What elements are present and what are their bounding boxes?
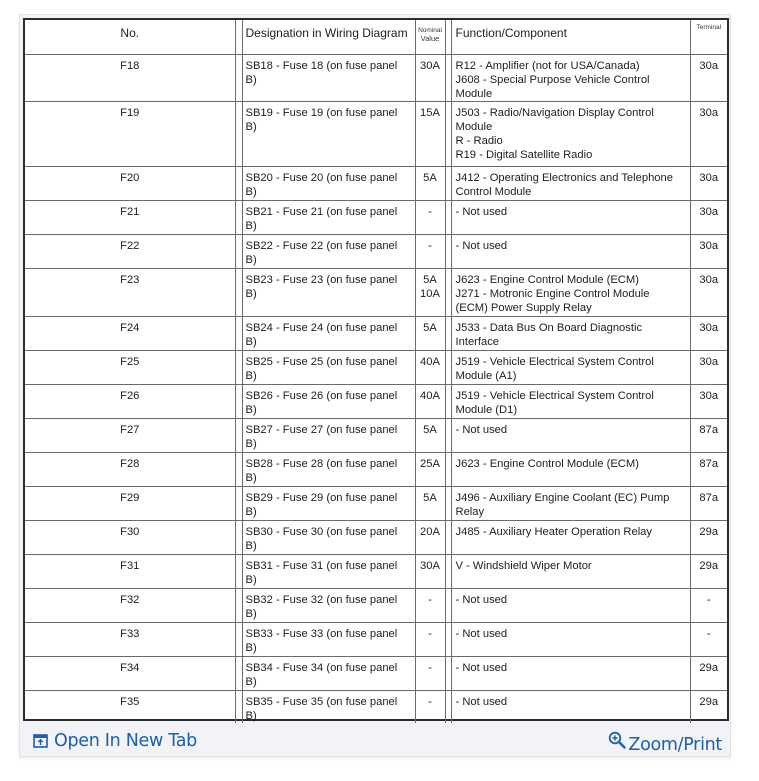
open-in-new-tab-link[interactable]: [33, 731, 197, 753]
table-row: [25, 268, 727, 316]
cell-nominal-value: [415, 588, 445, 622]
table-row: [25, 200, 727, 234]
function-line: J412 - Operating Electronics and Telephone: [455, 171, 673, 184]
table-row: [25, 690, 727, 723]
designation-line: SB32 - Fuse 32 (on fuse panel: [245, 593, 398, 606]
cell-terminal: 30a: [690, 384, 727, 418]
header-nominal-line2: Value: [420, 34, 440, 43]
cell-fuse-number: F34: [25, 656, 235, 690]
cell-function: [451, 54, 690, 101]
cell-designation: [242, 690, 415, 723]
function-line: R19 - Digital Satellite Radio: [455, 148, 593, 161]
cell-nominal-value: [415, 54, 445, 101]
cell-nominal-value: [415, 350, 445, 384]
cell-designation: [242, 316, 415, 350]
cell-fuse-number: F30: [25, 520, 235, 554]
cell-function: [451, 316, 690, 350]
column-separator: [235, 554, 242, 588]
function-line: J623 - Engine Control Module (ECM): [455, 273, 639, 286]
cell-fuse-number: F21: [25, 200, 235, 234]
nominal-value-line: 5A: [423, 423, 437, 436]
designation-line: SB34 - Fuse 34 (on fuse panel: [245, 661, 398, 674]
column-separator: [235, 418, 242, 452]
designation-line: SB18 - Fuse 18 (on fuse panel: [245, 59, 398, 72]
designation-line: B): [245, 573, 257, 586]
function-line: - Not used: [455, 423, 508, 436]
fuse-table-document: [23, 18, 729, 721]
cell-fuse-number: F32: [25, 588, 235, 622]
nominal-value-line: 15A: [420, 106, 440, 119]
cell-nominal-value: [415, 384, 445, 418]
cell-function: [451, 656, 690, 690]
column-separator: [235, 101, 242, 166]
nominal-value-line: 5A: [423, 273, 437, 286]
cell-terminal: 30a: [690, 268, 727, 316]
cell-nominal-value: [415, 268, 445, 316]
open-in-new-tab-icon: [33, 733, 48, 753]
designation-line: SB28 - Fuse 28 (on fuse panel: [245, 457, 398, 470]
cell-nominal-value: [415, 656, 445, 690]
header-nominal-value: [415, 20, 445, 54]
designation-line: SB30 - Fuse 30 (on fuse panel: [245, 525, 398, 538]
function-line: V - Windshield Wiper Motor: [455, 559, 592, 572]
nominal-value-line: -: [428, 661, 432, 674]
cell-fuse-number: F29: [25, 486, 235, 520]
designation-line: B): [245, 607, 257, 620]
column-separator: [235, 486, 242, 520]
cell-function: [451, 234, 690, 268]
designation-line: B): [245, 73, 257, 86]
nominal-value-line: 30A: [420, 59, 440, 72]
function-line: Module (A1): [455, 369, 517, 382]
function-line: Interface: [455, 335, 500, 348]
function-line: J623 - Engine Control Module (ECM): [455, 457, 639, 470]
function-line: J496 - Auxiliary Engine Coolant (EC) Pump: [455, 491, 670, 504]
cell-nominal-value: [415, 622, 445, 656]
cell-fuse-number: F23: [25, 268, 235, 316]
designation-line: B): [245, 471, 257, 484]
nominal-value-line: 40A: [420, 389, 440, 402]
designation-line: B): [245, 335, 257, 348]
cell-fuse-number: F19: [25, 101, 235, 166]
zoom-in-magnifier-icon: [608, 731, 626, 754]
function-line: J519 - Vehicle Electrical System Control: [455, 355, 654, 368]
header-terminal: Terminal: [690, 20, 727, 54]
designation-line: B): [245, 369, 257, 382]
designation-line: B): [245, 539, 257, 552]
cell-designation: [242, 268, 415, 316]
cell-nominal-value: [415, 690, 445, 723]
table-row: [25, 452, 727, 486]
designation-line: SB29 - Fuse 29 (on fuse panel: [245, 491, 398, 504]
designation-line: SB35 - Fuse 35 (on fuse panel: [245, 695, 398, 708]
column-separator: [235, 20, 242, 54]
cell-nominal-value: [415, 200, 445, 234]
nominal-value-line: -: [428, 695, 432, 708]
cell-designation: [242, 234, 415, 268]
header-nominal-line1: Nominal: [418, 27, 442, 34]
cell-function: [451, 690, 690, 723]
cell-terminal: -: [690, 622, 727, 656]
designation-line: SB31 - Fuse 31 (on fuse panel: [245, 559, 398, 572]
diagram-card: [19, 14, 731, 757]
cell-nominal-value: [415, 234, 445, 268]
nominal-value-line: 5A: [423, 321, 437, 334]
designation-line: B): [245, 120, 257, 133]
cell-designation: [242, 200, 415, 234]
cell-fuse-number: F28: [25, 452, 235, 486]
cell-designation: [242, 520, 415, 554]
designation-line: B): [245, 641, 257, 654]
cell-designation: [242, 452, 415, 486]
function-line: J271 - Motronic Engine Control Module: [455, 287, 650, 300]
cell-function: [451, 520, 690, 554]
table-row: [25, 234, 727, 268]
cell-function: [451, 384, 690, 418]
designation-line: B): [245, 185, 257, 198]
column-separator: [235, 350, 242, 384]
cell-terminal: 87a: [690, 486, 727, 520]
cell-function: [451, 452, 690, 486]
column-separator: [235, 200, 242, 234]
column-separator: [235, 520, 242, 554]
cell-function: [451, 200, 690, 234]
function-line: - Not used: [455, 205, 508, 218]
cell-terminal: 87a: [690, 418, 727, 452]
cell-terminal: 30a: [690, 200, 727, 234]
function-line: R12 - Amplifier (not for USA/Canada): [455, 59, 640, 72]
nominal-value-line: 30A: [420, 559, 440, 572]
cell-nominal-value: [415, 486, 445, 520]
designation-line: SB19 - Fuse 19 (on fuse panel: [245, 106, 398, 119]
table-row: [25, 622, 727, 656]
designation-line: SB25 - Fuse 25 (on fuse panel: [245, 355, 398, 368]
column-separator: [235, 384, 242, 418]
cell-fuse-number: F31: [25, 554, 235, 588]
column-separator: [235, 234, 242, 268]
function-line: (ECM) Power Supply Relay: [455, 301, 592, 314]
cell-function: [451, 588, 690, 622]
cell-fuse-number: F33: [25, 622, 235, 656]
nominal-value-line: 40A: [420, 355, 440, 368]
cell-designation: [242, 101, 415, 166]
table-row: [25, 520, 727, 554]
cell-function: [451, 350, 690, 384]
nominal-value-line: 25A: [420, 457, 440, 470]
cell-nominal-value: [415, 520, 445, 554]
designation-line: SB27 - Fuse 27 (on fuse panel: [245, 423, 398, 436]
cell-terminal: 87a: [690, 452, 727, 486]
nominal-value-line: 5A: [423, 171, 437, 184]
nominal-value-line: 20A: [420, 525, 440, 538]
column-separator: [235, 452, 242, 486]
function-line: R - Radio: [455, 134, 503, 147]
cell-nominal-value: [415, 316, 445, 350]
header-no: No.: [120, 26, 140, 40]
table-row: [25, 418, 727, 452]
cell-nominal-value: [415, 418, 445, 452]
table-row: [25, 316, 727, 350]
cell-function: [451, 101, 690, 166]
nominal-value-line: -: [428, 239, 432, 252]
cell-designation: [242, 418, 415, 452]
cell-terminal: 30a: [690, 166, 727, 200]
cell-terminal: 30a: [690, 101, 727, 166]
cell-designation: [242, 588, 415, 622]
designation-line: SB26 - Fuse 26 (on fuse panel: [245, 389, 398, 402]
cell-terminal: 30a: [690, 54, 727, 101]
function-line: Module: [455, 120, 493, 133]
header-designation: Designation in Wiring Diagram: [242, 20, 415, 54]
cell-terminal: 30a: [690, 350, 727, 384]
table-row: [25, 554, 727, 588]
cell-fuse-number: F18: [25, 54, 235, 101]
function-line: J519 - Vehicle Electrical System Control: [455, 389, 654, 402]
cell-fuse-number: F25: [25, 350, 235, 384]
zoom-print-label: Zoom/Print: [628, 735, 722, 755]
column-separator: [235, 268, 242, 316]
designation-line: B): [245, 287, 257, 300]
designation-line: SB22 - Fuse 22 (on fuse panel: [245, 239, 398, 252]
nominal-value-line: 5A: [423, 491, 437, 504]
cell-fuse-number: F22: [25, 234, 235, 268]
table-row: [25, 588, 727, 622]
function-line: - Not used: [455, 239, 508, 252]
designation-line: B): [245, 253, 257, 266]
cell-terminal: 30a: [690, 316, 727, 350]
designation-line: SB23 - Fuse 23 (on fuse panel: [245, 273, 398, 286]
function-line: - Not used: [455, 661, 508, 674]
cell-function: [451, 622, 690, 656]
cell-nominal-value: [415, 554, 445, 588]
column-separator: [235, 54, 242, 101]
function-line: J485 - Auxiliary Heater Operation Relay: [455, 525, 652, 538]
nominal-value-line: 10A: [420, 287, 440, 300]
designation-line: SB20 - Fuse 20 (on fuse panel: [245, 171, 398, 184]
column-separator: [235, 316, 242, 350]
table-row: [25, 656, 727, 690]
cell-designation: [242, 554, 415, 588]
cell-nominal-value: [415, 452, 445, 486]
nominal-value-line: -: [428, 593, 432, 606]
cell-fuse-number: F26: [25, 384, 235, 418]
table-header-row: [25, 20, 727, 54]
cell-terminal: 29a: [690, 656, 727, 690]
function-line: - Not used: [455, 695, 508, 708]
column-separator: [235, 622, 242, 656]
function-line: - Not used: [455, 593, 508, 606]
cell-designation: [242, 656, 415, 690]
cell-designation: [242, 622, 415, 656]
column-separator: [235, 690, 242, 723]
column-separator: [235, 656, 242, 690]
cell-function: [451, 554, 690, 588]
open-in-new-tab-label: Open In New Tab: [54, 731, 197, 751]
function-line: Module (D1): [455, 403, 518, 416]
cell-function: [451, 166, 690, 200]
cell-terminal: 29a: [690, 690, 727, 723]
cell-fuse-number: F20: [25, 166, 235, 200]
cell-terminal: -: [690, 588, 727, 622]
designation-line: SB21 - Fuse 21 (on fuse panel: [245, 205, 398, 218]
designation-line: B): [245, 437, 257, 450]
fuse-table: [25, 20, 727, 723]
nominal-value-line: -: [428, 627, 432, 640]
card-footer: [20, 721, 730, 756]
function-line: Relay: [455, 505, 485, 518]
cell-fuse-number: F24: [25, 316, 235, 350]
designation-line: SB33 - Fuse 33 (on fuse panel: [245, 627, 398, 640]
cell-designation: [242, 384, 415, 418]
designation-line: B): [245, 675, 257, 688]
function-line: J608 - Special Purpose Vehicle Control: [455, 73, 650, 86]
cell-nominal-value: [415, 101, 445, 166]
table-row: [25, 384, 727, 418]
function-line: J533 - Data Bus On Board Diagnostic: [455, 321, 643, 334]
cell-fuse-number: F35: [25, 690, 235, 723]
column-separator: [235, 588, 242, 622]
function-line: J503 - Radio/Navigation Display Control: [455, 106, 654, 119]
designation-line: B): [245, 709, 257, 722]
cell-designation: [242, 54, 415, 101]
designation-line: B): [245, 219, 257, 232]
nominal-value-line: -: [428, 205, 432, 218]
function-line: Module: [455, 87, 493, 100]
cell-fuse-number: F27: [25, 418, 235, 452]
designation-line: B): [245, 403, 257, 416]
cell-designation: [242, 350, 415, 384]
table-row: [25, 54, 727, 101]
cell-terminal: 29a: [690, 520, 727, 554]
cell-function: [451, 486, 690, 520]
column-separator: [235, 166, 242, 200]
table-row: [25, 101, 727, 166]
designation-line: SB24 - Fuse 24 (on fuse panel: [245, 321, 398, 334]
table-row: [25, 486, 727, 520]
header-function: Function/Component: [451, 20, 690, 54]
zoom-print-link[interactable]: [608, 731, 722, 755]
function-line: - Not used: [455, 627, 508, 640]
cell-terminal: 29a: [690, 554, 727, 588]
cell-designation: [242, 486, 415, 520]
cell-terminal: 30a: [690, 234, 727, 268]
table-row: [25, 166, 727, 200]
cell-function: [451, 268, 690, 316]
function-line: Control Module: [455, 185, 532, 198]
table-row: [25, 350, 727, 384]
designation-line: B): [245, 505, 257, 518]
cell-designation: [242, 166, 415, 200]
cell-function: [451, 418, 690, 452]
cell-nominal-value: [415, 166, 445, 200]
